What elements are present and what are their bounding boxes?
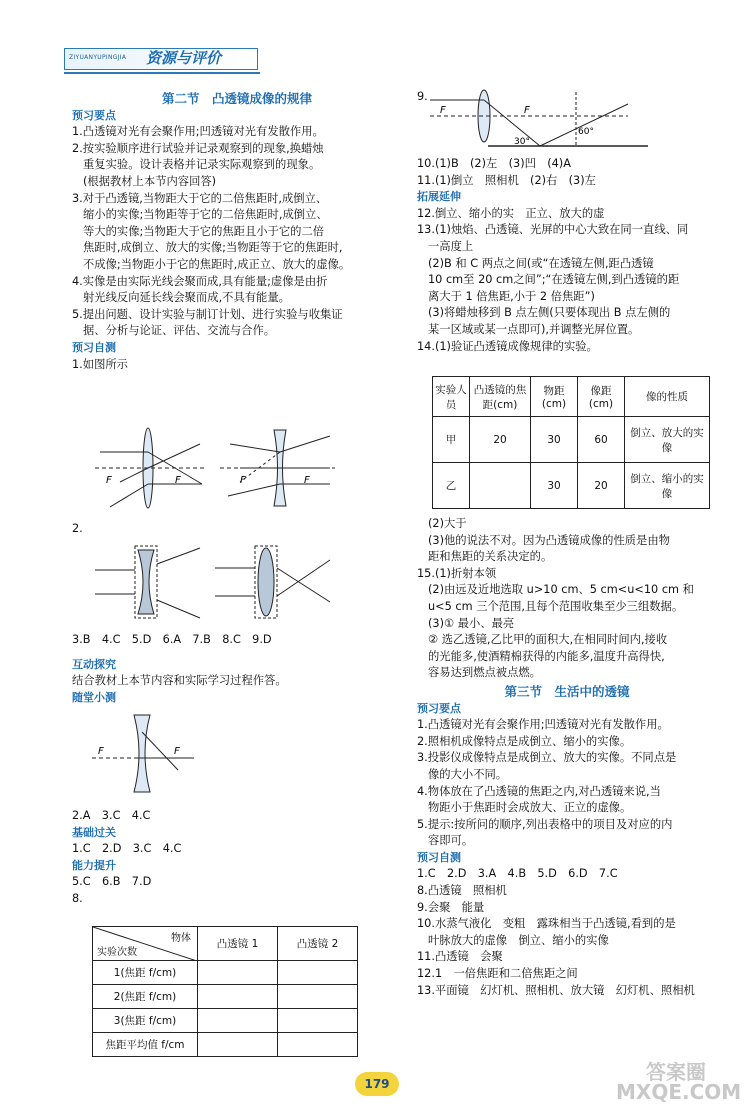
point-3e: 不成像;当物距小于它的焦距时,成正立、放大的虚像。	[83, 257, 351, 271]
table-cell	[278, 1033, 358, 1057]
ray	[110, 484, 148, 507]
table-header-cell: 凸透镜的焦距(cm)	[470, 377, 531, 417]
focus-label: F	[174, 746, 180, 757]
r4b: 物距小于焦距时会成放大、正立的虚像。	[428, 801, 632, 815]
basic-answers: 1.C 2.D 3.C 4.C	[72, 842, 182, 856]
table-header-cell: 像的性质	[625, 377, 710, 417]
q13c: (2)B 和 C 两点之间(或“在透镜左侧,距凸透镜	[428, 256, 654, 270]
section-title-2: 第二节 凸透镜成像的规律	[161, 91, 312, 106]
r3b: 像的大小不同。	[428, 767, 508, 781]
focus-label: F	[524, 105, 530, 116]
q14-3a: (3)他的说法不对。因为凸透镜成像的性质是由物	[428, 533, 670, 547]
table-cell	[198, 1033, 278, 1057]
q9-label: 9.	[417, 90, 428, 103]
right-column-mid	[417, 516, 717, 999]
ray	[230, 444, 280, 452]
q15d: (3)① 最小、最亮	[428, 616, 515, 630]
point-2b: 重复实验。设计表格并记录实际观察到的现象。	[83, 158, 321, 172]
interactive-text: 结合教材上本节内容和实际学习过程作答。	[72, 674, 287, 688]
q13e: 离大于 1 倍焦距,小于 2 倍焦距”)	[428, 289, 595, 303]
point-2c: (根据教材上本节内容回答)	[83, 174, 217, 188]
q11: 11.(1)倒立 照相机 (2)右 (3)左	[417, 173, 596, 187]
corner-top-label: 物体	[171, 933, 191, 944]
point-5a: 5.提出问题、设计实验与制订计划、进行实验与收集证	[72, 307, 343, 321]
table-header-cell: 像距(cm)	[578, 377, 625, 417]
figure-quiz-lens	[90, 710, 200, 800]
q13g: 某一区域或某一点即可),并调整光屏位置。	[428, 322, 640, 336]
q10: 10.(1)B (2)左 (3)凹 (4)A	[417, 157, 571, 170]
ray	[157, 548, 200, 564]
r5b: 容即可。	[428, 834, 474, 848]
table-cell: 30	[531, 417, 578, 463]
t13: 13.平面镜 幻灯机、照相机、放大镜 幻灯机、照相机	[417, 983, 695, 997]
table-cell	[198, 985, 278, 1009]
ray	[157, 600, 200, 618]
table-cell	[198, 1009, 278, 1033]
point-3c: 等大的实像;当物距大于它的焦距且小于它的二倍	[83, 224, 325, 238]
q13f: (3)将蜡烛移到 B 点左侧(只要体现出 B 点左侧的	[428, 306, 671, 320]
table-cell: 60	[578, 417, 625, 463]
table-cell: 乙	[433, 463, 470, 509]
banner-title: 资源与评价	[146, 49, 222, 67]
focus-label: F	[106, 475, 112, 486]
q13d: 10 cm至 20 cm之间”;“在透镜左侧,到凸透镜的距	[428, 273, 680, 287]
t9: 9.会聚 能量	[417, 900, 485, 914]
ray	[280, 436, 330, 452]
t12: 12.1 一倍焦距和二倍焦距之间	[417, 967, 578, 981]
focus-label: F	[304, 475, 310, 486]
ray	[540, 104, 628, 146]
ray	[228, 484, 280, 496]
angle-label-60: 60°	[578, 127, 594, 137]
r3a: 3.投影仪成像特点是成倒立、放大的实像。不同点是	[417, 751, 677, 765]
concave-lens-shape	[134, 715, 150, 792]
q15a: 15.(1)折射本领	[417, 566, 497, 580]
table-header-cell: 实验人员	[433, 377, 470, 417]
answers-3-9: 3.B 4.C 5.D 6.A 7.B 8.C 9.D	[72, 633, 272, 646]
virtual-ray	[240, 452, 280, 482]
ray	[142, 732, 178, 770]
banner-underline	[64, 72, 260, 74]
q15f: 的光能多,使酒精棉获得的内能多,温度升高得快,	[428, 649, 665, 663]
point-1: 1.凸透镜对光有会聚作用;凹透镜对光有发散作用。	[72, 125, 324, 139]
table-cell	[278, 985, 358, 1009]
table-cell: 倒立、放大的实像	[625, 417, 710, 463]
q1-label: 1.如图所示	[72, 357, 128, 371]
ray	[148, 444, 200, 468]
point-2a: 2.按实验顺序进行试验并记录观察到的现象,换蜡烛	[72, 141, 324, 155]
table-row-label: 2(焦距 f/cm)	[93, 985, 198, 1009]
table-header-cell: 物距(cm)	[531, 377, 578, 417]
t10b: 叶脉放大的虚像 倒立、缩小的实像	[428, 933, 609, 947]
t1: 1.C 2.D 3.A 4.B 5.D 6.D 7.C	[417, 867, 618, 881]
table-cell: 20	[578, 463, 625, 509]
table-header-cell: 凸透镜 2	[278, 927, 358, 961]
table-row-label: 1(焦距 f/cm)	[93, 961, 198, 985]
table-q14	[432, 376, 710, 509]
q15e: ② 选乙透镜,乙比甲的面积大,在相同时间内,接收	[428, 633, 668, 647]
sub-heading-ability: 能力提升	[72, 858, 116, 872]
table-cell: 倒立、缩小的实像	[625, 463, 710, 509]
banner-pinyin: ZIYUANYUPINGJIA	[69, 54, 127, 61]
sub-heading-basic: 基础过关	[72, 825, 116, 839]
q12: 12.倒立、缩小的实 正立、放大的虚	[417, 206, 605, 220]
table-row-label: 焦距平均值 f/cm	[93, 1033, 198, 1057]
header-banner	[64, 44, 260, 70]
q15c: u<5 cm 三个范围,且每个范围收集至少三组数据。	[428, 599, 684, 613]
figure-q2	[90, 540, 340, 630]
watermark: 答案圈 MXQE.COM	[616, 1060, 742, 1104]
r4a: 4.物体放在了凸透镜的焦距之内,对凸透镜来说,当	[417, 784, 661, 798]
t11: 11.凸透镜 会聚	[417, 950, 503, 964]
focus-label: F	[240, 475, 246, 486]
table-cell	[198, 961, 278, 985]
concave-lens-shape	[138, 550, 154, 614]
table-q8	[92, 926, 358, 1057]
point-4b: 射光线反向延长线会聚而成,不具有能量。	[83, 291, 290, 305]
convex-lens-shape	[258, 548, 274, 616]
q14: 14.(1)验证凸透镜成像规律的实验。	[417, 339, 598, 353]
r1: 1.凸透镜对光有会聚作用;凹透镜对光有发散作用。	[417, 718, 669, 732]
angle-label-30: 30°	[514, 137, 530, 147]
q13b: 一高度上	[428, 239, 474, 253]
focus-label: F	[98, 746, 104, 757]
right-column	[417, 156, 717, 355]
table-cell: 20	[470, 417, 531, 463]
ray	[277, 568, 330, 602]
point-4a: 4.实像是由实际光线会聚而成,具有能量;虚像是由折	[72, 274, 328, 288]
sub-heading-extension: 拓展延伸	[417, 190, 461, 204]
ability-answers: 5.C 6.B 7.D	[72, 875, 152, 889]
focus-label: F	[175, 475, 181, 486]
table-cell	[470, 463, 531, 509]
quiz-answers: 2.A 3.C 4.C	[72, 809, 151, 822]
point-5b: 据、分析与论证、评估、交流与合作。	[83, 324, 276, 338]
table-header-cell: 凸透镜 1	[198, 927, 278, 961]
q15b: (2)由远及近地选取 u>10 cm、5 cm<u<10 cm 和	[428, 583, 694, 597]
left-column-lower	[72, 632, 402, 706]
q15g: 容易达到燃点被点燃。	[428, 666, 541, 680]
sub-heading-selftest-3: 预习自测	[417, 850, 461, 864]
table-cell: 30	[531, 463, 578, 509]
sub-heading-selftest: 预习自测	[72, 340, 116, 354]
ray	[484, 100, 540, 146]
figure-q1	[90, 422, 340, 527]
corner-bottom-label: 实验次数	[97, 947, 137, 958]
r5a: 5.提示:按所问的顺序,列出表格中的项目及对应的内	[417, 817, 673, 831]
table-cell	[278, 1009, 358, 1033]
table-corner-cell	[93, 927, 198, 961]
figure-q9	[428, 88, 658, 150]
left-column	[72, 91, 402, 373]
point-3a: 3.对于凸透镜,当物距大于它的二倍焦距时,成倒立、	[72, 191, 328, 205]
q13a: 13.(1)烛焰、凸透镜、光屏的中心大致在同一直线、同	[417, 223, 689, 237]
table-cell: 甲	[433, 417, 470, 463]
left-column-bottom	[72, 808, 402, 908]
sub-heading-preview-3: 预习要点	[417, 701, 461, 715]
sub-heading-quiz: 随堂小测	[72, 690, 116, 704]
t8: 8.凸透镜 照相机	[417, 884, 507, 898]
page-number-badge: 179	[355, 1072, 399, 1096]
t10a: 10.水蒸气液化 变粗 露珠相当于凸透镜,看到的是	[417, 917, 676, 931]
sub-heading-preview: 预习要点	[72, 108, 116, 122]
table-cell	[278, 961, 358, 985]
q8-label: 8.	[72, 891, 83, 905]
section-title-3: 第三节 生活中的透镜	[504, 683, 630, 699]
q2-label: 2.	[72, 522, 83, 535]
q14-3b: 距和焦距的关系决定的。	[428, 550, 553, 564]
point-3d: 焦距时,成倒立、放大的实像;当物距等于它的焦距时,	[83, 241, 343, 255]
focus-label: F	[440, 105, 446, 116]
r2: 2.照相机成像特点是成倒立、缩小的实像。	[417, 734, 632, 748]
point-3b: 缩小的实像;当物距等于它的二倍焦距时,成倒立、	[83, 208, 328, 222]
ray	[277, 560, 330, 596]
sub-heading-interactive: 互动探究	[72, 657, 116, 671]
table-row-label: 3(焦距 f/cm)	[93, 1009, 198, 1033]
q14-2: (2)大于	[428, 517, 467, 530]
